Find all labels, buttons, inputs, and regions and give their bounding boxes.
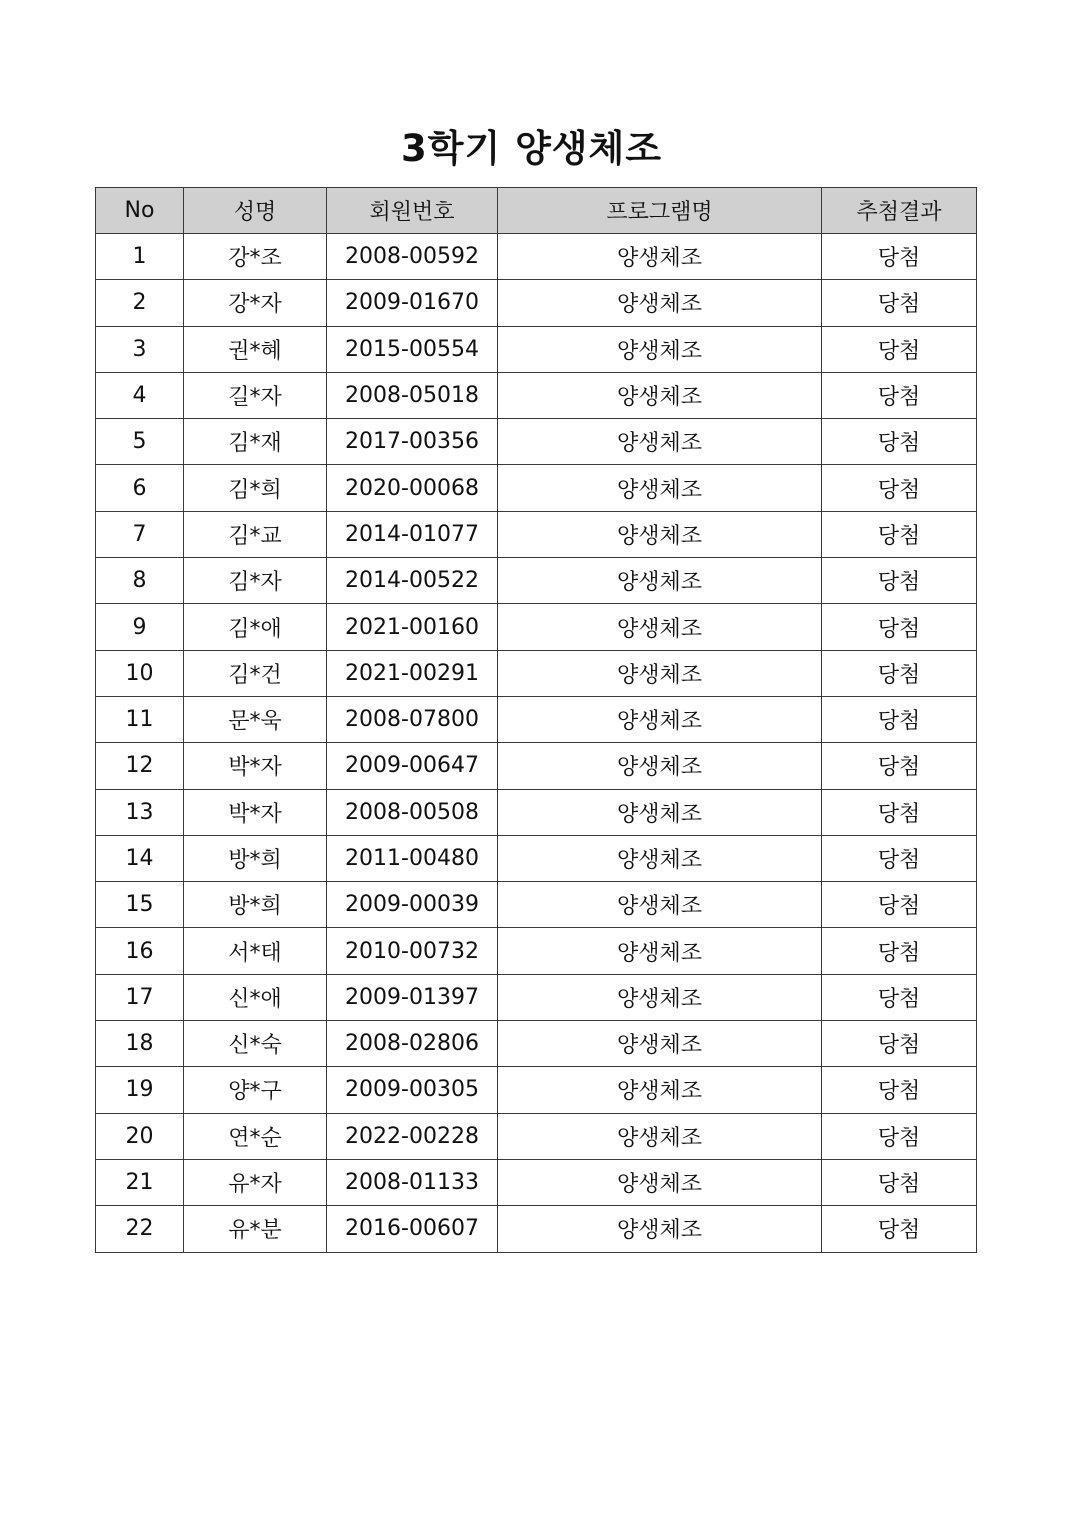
cell-draw-result: 당첨 xyxy=(822,650,977,696)
cell-no: 17 xyxy=(96,974,184,1020)
lottery-results-table xyxy=(95,187,977,1253)
cell-member-number: 2008-00592 xyxy=(327,234,498,280)
table-row xyxy=(96,419,977,465)
cell-no: 22 xyxy=(96,1206,184,1252)
cell-no: 4 xyxy=(96,372,184,418)
cell-member-number: 2009-01397 xyxy=(327,974,498,1020)
cell-member-number: 2022-00228 xyxy=(327,1113,498,1159)
table-row xyxy=(96,511,977,557)
cell-name: 김*건 xyxy=(184,650,327,696)
cell-member-number: 2009-00305 xyxy=(327,1067,498,1113)
cell-program-name: 양생체조 xyxy=(498,743,822,789)
cell-no: 11 xyxy=(96,696,184,742)
cell-name: 박*자 xyxy=(184,789,327,835)
cell-program-name: 양생체조 xyxy=(498,928,822,974)
page-title: 3학기 양생체조 xyxy=(400,126,663,170)
cell-no: 21 xyxy=(96,1159,184,1205)
cell-member-number: 2008-00508 xyxy=(327,789,498,835)
cell-no: 15 xyxy=(96,882,184,928)
cell-member-number: 2008-01133 xyxy=(327,1159,498,1205)
cell-member-number: 2021-00291 xyxy=(327,650,498,696)
cell-program-name: 양생체조 xyxy=(498,1206,822,1252)
table-row xyxy=(96,928,977,974)
table-row xyxy=(96,1021,977,1067)
cell-program-name: 양생체조 xyxy=(498,326,822,372)
cell-name: 서*태 xyxy=(184,928,327,974)
cell-name: 박*자 xyxy=(184,743,327,789)
cell-draw-result: 당첨 xyxy=(822,1206,977,1252)
cell-draw-result: 당첨 xyxy=(822,465,977,511)
table-row xyxy=(96,1113,977,1159)
cell-no: 19 xyxy=(96,1067,184,1113)
cell-draw-result: 당첨 xyxy=(822,696,977,742)
cell-name: 권*혜 xyxy=(184,326,327,372)
table-row xyxy=(96,372,977,418)
cell-draw-result: 당첨 xyxy=(822,1159,977,1205)
cell-name: 신*애 xyxy=(184,974,327,1020)
cell-name: 연*순 xyxy=(184,1113,327,1159)
cell-no: 7 xyxy=(96,511,184,557)
cell-name: 김*교 xyxy=(184,511,327,557)
table-row xyxy=(96,604,977,650)
cell-name: 강*조 xyxy=(184,234,327,280)
cell-no: 12 xyxy=(96,743,184,789)
header-draw-result: 추첨결과 xyxy=(822,188,977,234)
cell-program-name: 양생체조 xyxy=(498,558,822,604)
cell-name: 유*분 xyxy=(184,1206,327,1252)
cell-member-number: 2021-00160 xyxy=(327,604,498,650)
table-row xyxy=(96,280,977,326)
cell-program-name: 양생체조 xyxy=(498,696,822,742)
cell-program-name: 양생체조 xyxy=(498,650,822,696)
header-no: No xyxy=(96,188,184,234)
cell-draw-result: 당첨 xyxy=(822,835,977,881)
cell-member-number: 2008-02806 xyxy=(327,1021,498,1067)
cell-draw-result: 당첨 xyxy=(822,280,977,326)
table-row xyxy=(96,1159,977,1205)
cell-draw-result: 당첨 xyxy=(822,511,977,557)
cell-program-name: 양생체조 xyxy=(498,1113,822,1159)
cell-name: 문*욱 xyxy=(184,696,327,742)
cell-member-number: 2016-00607 xyxy=(327,1206,498,1252)
cell-no: 14 xyxy=(96,835,184,881)
cell-no: 5 xyxy=(96,419,184,465)
cell-member-number: 2008-05018 xyxy=(327,372,498,418)
cell-no: 9 xyxy=(96,604,184,650)
cell-member-number: 2014-01077 xyxy=(327,511,498,557)
table-row xyxy=(96,974,977,1020)
cell-name: 신*숙 xyxy=(184,1021,327,1067)
table-row xyxy=(96,326,977,372)
cell-no: 18 xyxy=(96,1021,184,1067)
table-body xyxy=(96,234,977,1253)
cell-no: 1 xyxy=(96,234,184,280)
cell-no: 16 xyxy=(96,928,184,974)
cell-no: 13 xyxy=(96,789,184,835)
cell-member-number: 2009-00039 xyxy=(327,882,498,928)
cell-name: 김*재 xyxy=(184,419,327,465)
cell-draw-result: 당첨 xyxy=(822,558,977,604)
cell-member-number: 2008-07800 xyxy=(327,696,498,742)
cell-draw-result: 당첨 xyxy=(822,326,977,372)
table-row xyxy=(96,234,977,280)
cell-name: 김*자 xyxy=(184,558,327,604)
cell-member-number: 2009-01670 xyxy=(327,280,498,326)
cell-member-number: 2020-00068 xyxy=(327,465,498,511)
cell-draw-result: 당첨 xyxy=(822,743,977,789)
header-member-number: 회원번호 xyxy=(327,188,498,234)
header-name: 성명 xyxy=(184,188,327,234)
cell-name: 김*희 xyxy=(184,465,327,511)
table-row xyxy=(96,696,977,742)
cell-draw-result: 당첨 xyxy=(822,974,977,1020)
cell-member-number: 2011-00480 xyxy=(327,835,498,881)
cell-member-number: 2017-00356 xyxy=(327,419,498,465)
header-program-name: 프로그램명 xyxy=(498,188,822,234)
cell-program-name: 양생체조 xyxy=(498,604,822,650)
cell-program-name: 양생체조 xyxy=(498,1021,822,1067)
table-row xyxy=(96,882,977,928)
cell-no: 3 xyxy=(96,326,184,372)
cell-no: 20 xyxy=(96,1113,184,1159)
cell-member-number: 2009-00647 xyxy=(327,743,498,789)
cell-member-number: 2014-00522 xyxy=(327,558,498,604)
table-row xyxy=(96,465,977,511)
cell-name: 강*자 xyxy=(184,280,327,326)
cell-program-name: 양생체조 xyxy=(498,974,822,1020)
cell-program-name: 양생체조 xyxy=(498,1159,822,1205)
cell-program-name: 양생체조 xyxy=(498,465,822,511)
cell-draw-result: 당첨 xyxy=(822,419,977,465)
cell-program-name: 양생체조 xyxy=(498,835,822,881)
cell-draw-result: 당첨 xyxy=(822,882,977,928)
cell-member-number: 2015-00554 xyxy=(327,326,498,372)
table-header-row xyxy=(96,188,977,234)
cell-draw-result: 당첨 xyxy=(822,789,977,835)
cell-no: 2 xyxy=(96,280,184,326)
table-row xyxy=(96,835,977,881)
cell-name: 유*자 xyxy=(184,1159,327,1205)
cell-name: 길*자 xyxy=(184,372,327,418)
table-row xyxy=(96,650,977,696)
cell-draw-result: 당첨 xyxy=(822,1067,977,1113)
cell-no: 6 xyxy=(96,465,184,511)
table-row xyxy=(96,558,977,604)
cell-draw-result: 당첨 xyxy=(822,1021,977,1067)
cell-draw-result: 당첨 xyxy=(822,1113,977,1159)
cell-member-number: 2010-00732 xyxy=(327,928,498,974)
cell-program-name: 양생체조 xyxy=(498,789,822,835)
cell-program-name: 양생체조 xyxy=(498,372,822,418)
cell-no: 10 xyxy=(96,650,184,696)
cell-draw-result: 당첨 xyxy=(822,372,977,418)
table-row xyxy=(96,789,977,835)
cell-name: 방*희 xyxy=(184,835,327,881)
cell-name: 김*애 xyxy=(184,604,327,650)
cell-program-name: 양생체조 xyxy=(498,511,822,557)
cell-program-name: 양생체조 xyxy=(498,419,822,465)
cell-program-name: 양생체조 xyxy=(498,1067,822,1113)
table-row xyxy=(96,1067,977,1113)
table-row xyxy=(96,743,977,789)
cell-draw-result: 당첨 xyxy=(822,604,977,650)
cell-program-name: 양생체조 xyxy=(498,882,822,928)
cell-program-name: 양생체조 xyxy=(498,280,822,326)
cell-no: 8 xyxy=(96,558,184,604)
table-row xyxy=(96,1206,977,1252)
cell-draw-result: 당첨 xyxy=(822,928,977,974)
cell-name: 방*희 xyxy=(184,882,327,928)
cell-program-name: 양생체조 xyxy=(498,234,822,280)
cell-draw-result: 당첨 xyxy=(822,234,977,280)
cell-name: 양*구 xyxy=(184,1067,327,1113)
